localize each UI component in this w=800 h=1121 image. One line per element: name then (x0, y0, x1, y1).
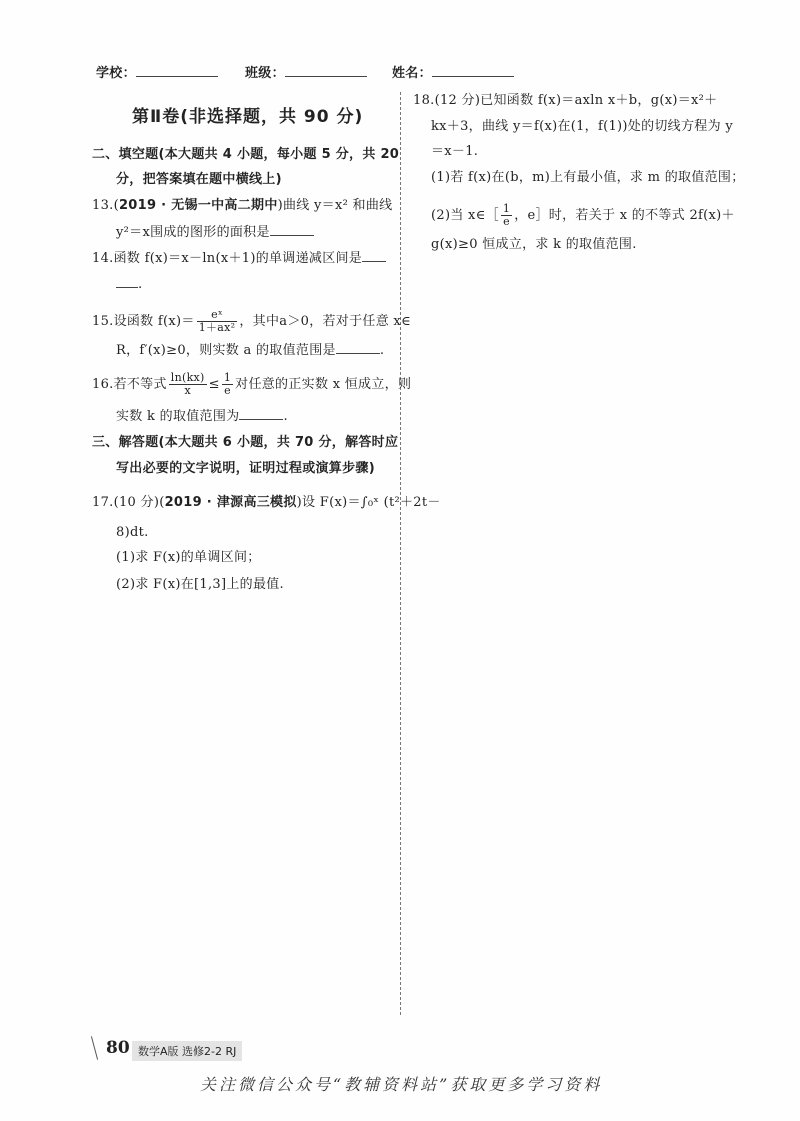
q15-text3: R，f′(x)≥0，则实数 a 的取值范围是 (116, 343, 336, 358)
school-label: 学校： (96, 66, 136, 81)
q13-number: 13.( (92, 198, 119, 213)
q17-line2: 8)dt. (116, 525, 149, 540)
q18-part2 (431, 203, 735, 228)
q16-denominator: x (184, 384, 191, 397)
q14-line1 (92, 249, 386, 268)
q15-answer-blank (336, 341, 380, 354)
q18-fraction (501, 203, 512, 228)
q14-line2 (116, 275, 142, 294)
q16-text2: 对任意的正实数 x 恒成立，则 (235, 377, 412, 392)
q13-text: )曲线 y＝x² 和曲线 (277, 198, 393, 213)
q16-text: 16.若不等式 (92, 377, 167, 392)
q17-text: 17.(10 分)( (92, 495, 165, 510)
q15-denominator: 1＋ax² (198, 321, 236, 334)
q18-text: (2)当 x∈［ (431, 208, 499, 223)
q13-answer-blank (270, 223, 314, 236)
q18-part2-cont: g(x)≥0 恒成立，求 k 的取值范围. (431, 237, 637, 252)
q16-text3: 实数 k 的取值范围为 (116, 409, 240, 424)
q18-numerator: 1 (502, 202, 511, 215)
q14-answer-blank (362, 249, 386, 262)
q15-text: 15.设函数 f(x)＝ (92, 314, 195, 329)
page-number: 80 (106, 1038, 130, 1058)
q15-line1 (92, 309, 411, 334)
q15-line2 (116, 341, 384, 360)
q16-answer-blank (239, 407, 283, 420)
school-field (96, 64, 218, 83)
q18-line1: 18.(12 分)已知函数 f(x)＝axln x＋b，g(x)＝x²＋ (413, 93, 718, 108)
q18-text2: ，e］时，若关于 x 的不等式 2f(x)＋ (514, 208, 735, 223)
section3-heading-cont: 写出必要的文字说明，证明过程或演算步骤) (116, 461, 375, 476)
q16-numerator2: 1 (223, 371, 232, 384)
q16-denominator2: e (224, 384, 231, 397)
handwritten-note: 关注微信公众号“教辅资料站”获取更多学习资料 (200, 1075, 603, 1094)
class-field (245, 64, 367, 83)
q17-line1 (92, 494, 441, 512)
q17-part1: (1)求 F(x)的单调区间； (116, 550, 261, 565)
name-field (392, 64, 514, 83)
q17-text2: )设 F(x)＝∫₀ˣ (t²＋2t－ (296, 495, 441, 510)
q17-source: 2019 · 津源高三模拟 (164, 495, 297, 510)
q15-period: . (379, 343, 385, 358)
q15-text2: ，其中a＞0，若对于任意 x∈ (239, 314, 411, 329)
q17-part2: (2)求 F(x)在[1,3]上的最值. (116, 577, 284, 592)
name-blank (432, 64, 514, 77)
q16-line1 (92, 372, 411, 397)
class-blank (285, 64, 367, 77)
q16-period: . (283, 409, 288, 424)
q18-line2: kx＋3，曲线 y＝f(x)在(1，f(1))处的切线方程为 y (431, 119, 733, 134)
q15-numerator: eˣ (197, 309, 238, 322)
q16-numerator: ln(kx) (170, 371, 205, 384)
q16-line2 (116, 407, 288, 426)
section3-heading: 三、解答题(本大题共 6 小题，共 70 分，解答时应 (92, 435, 399, 450)
q16-fraction2 (222, 372, 233, 397)
school-blank (136, 64, 218, 77)
q18-denominator: e (503, 215, 510, 228)
name-label: 姓名： (392, 66, 432, 81)
section2-heading-cont: 分，把答案填在题中横线上) (116, 172, 282, 187)
q14-period: . (138, 277, 143, 292)
q18-part1: (1)若 f(x)在(b，m)上有最小值，求 m 的取值范围； (431, 170, 745, 185)
q13-source: 2019 · 无锡一中高二期中 (118, 198, 278, 213)
page-title: 第Ⅱ卷(非选择题，共 90 分) (132, 107, 364, 127)
q16-fraction1 (169, 372, 207, 397)
column-divider (400, 92, 401, 1015)
q15-fraction (197, 309, 238, 334)
q18-line3: ＝x－1. (431, 144, 479, 159)
q14-answer-blank-cont (116, 275, 138, 288)
book-tag: 数学A版 选修2-2 RJ (132, 1041, 242, 1061)
section2-heading: 二、填空题(本大题共 4 小题，每小题 5 分，共 20 (92, 147, 400, 162)
q13-line2 (116, 223, 314, 242)
q13-line1 (92, 197, 392, 215)
q14-text: 14.函数 f(x)＝x－ln(x＋1)的单调递减区间是 (92, 251, 363, 266)
q16-le: ≤ (208, 377, 220, 392)
class-label: 班级： (245, 66, 285, 81)
footer-slash (91, 1036, 98, 1059)
q13-text2: y²＝x围成的图形的面积是 (116, 225, 270, 240)
